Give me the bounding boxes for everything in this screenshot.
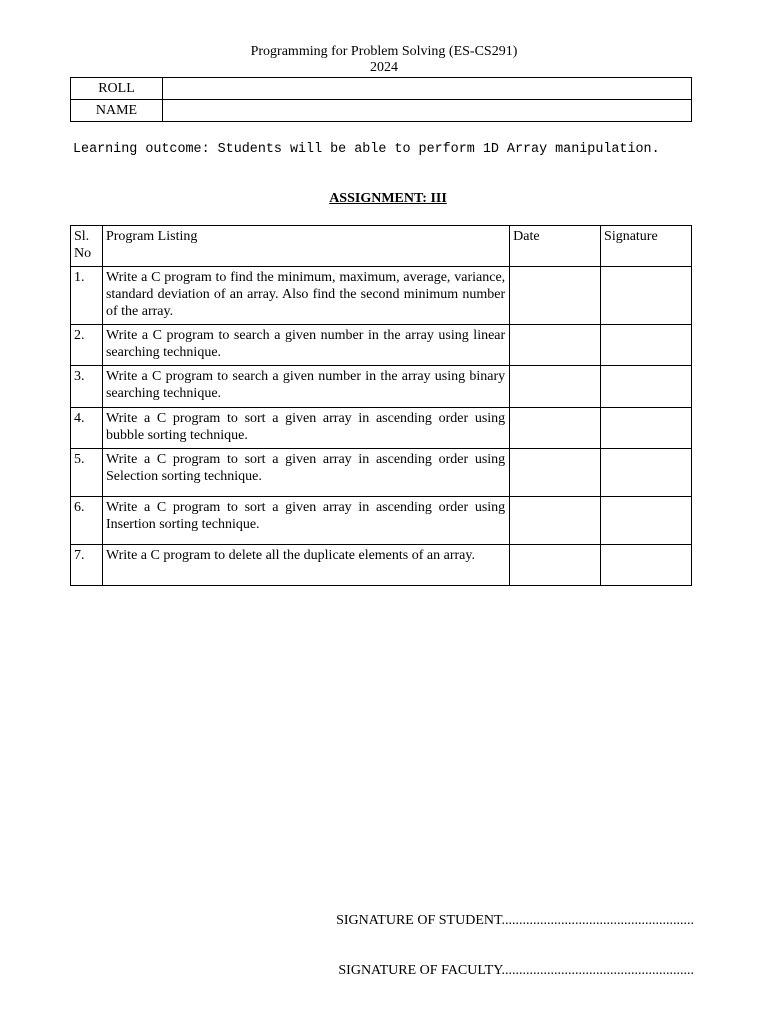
row-signature <box>601 545 692 586</box>
row-date <box>510 545 601 586</box>
row-signature <box>601 366 692 408</box>
row-date <box>510 325 601 366</box>
row-sl-no: 4. <box>71 408 103 449</box>
row-signature <box>601 325 692 366</box>
course-year: 2024 <box>370 60 398 75</box>
row-program: Write a C program to sort a given array in ascending order using Selection sorting technique. <box>102 449 509 497</box>
row-sl-no: 3. <box>71 366 103 408</box>
roll-row <box>71 78 692 100</box>
row-date <box>510 366 601 408</box>
header-date: Date <box>510 226 601 267</box>
row-signature <box>601 408 692 449</box>
table-row <box>71 366 692 408</box>
table-row <box>71 267 692 325</box>
table-row <box>71 325 692 366</box>
row-date <box>510 267 601 325</box>
row-signature <box>601 267 692 325</box>
name-field[interactable] <box>163 100 692 122</box>
header-signature: Signature <box>601 226 692 267</box>
page-title <box>0 44 768 76</box>
table-row <box>71 497 692 545</box>
student-info-table <box>70 77 692 122</box>
row-sl-no: 2. <box>71 325 103 366</box>
row-signature <box>601 449 692 497</box>
row-date <box>510 449 601 497</box>
name-label: NAME <box>71 100 163 122</box>
row-program: Write a C program to delete all the duplicate elements of an array. <box>102 545 509 586</box>
row-sl-no: 7. <box>71 545 103 586</box>
row-program: Write a C program to sort a given array in ascending order using bubble sorting technique. <box>102 408 509 449</box>
row-program: Write a C program to find the minimum, maximum, average, variance, standard deviation of an array. Also find the second minimum number of the array. <box>102 267 509 325</box>
assignment-title: ASSIGNMENT: III <box>329 191 447 206</box>
row-program: Write a C program to sort a given array in ascending order using Insertion sorting technique. <box>102 497 509 545</box>
row-sl-no: 1. <box>71 267 103 325</box>
learning-outcome: Learning outcome: Students will be able to perform 1D Array manipulation. <box>73 142 660 157</box>
table-row <box>71 449 692 497</box>
table-row <box>71 545 692 586</box>
header-program-listing: Program Listing <box>102 226 509 267</box>
student-signature-line: SIGNATURE OF STUDENT....................................................... <box>336 913 694 928</box>
table-row <box>71 408 692 449</box>
header-sl-no: Sl. No <box>71 226 103 267</box>
course-title: Programming for Problem Solving (ES-CS291) <box>250 44 518 59</box>
roll-field[interactable] <box>163 78 692 100</box>
name-row <box>71 100 692 122</box>
row-sl-no: 6. <box>71 497 103 545</box>
roll-label: ROLL <box>71 78 163 100</box>
row-date <box>510 408 601 449</box>
table-header-row <box>71 226 692 267</box>
row-sl-no: 5. <box>71 449 103 497</box>
row-signature <box>601 497 692 545</box>
program-listing-table <box>70 225 692 586</box>
row-program: Write a C program to search a given number in the array using linear searching technique. <box>102 325 509 366</box>
faculty-signature-line: SIGNATURE OF FACULTY....................................................... <box>338 963 694 978</box>
row-date <box>510 497 601 545</box>
row-program: Write a C program to search a given number in the array using binary searching technique. <box>102 366 509 408</box>
